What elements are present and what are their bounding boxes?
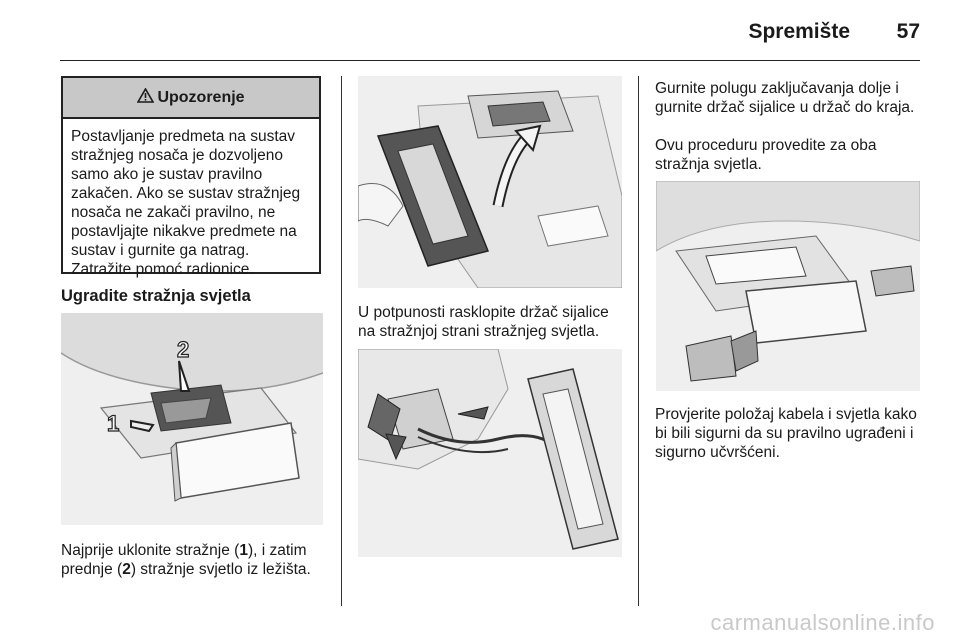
caption-text: ) stražnje svjetlo iz ležišta. xyxy=(130,561,311,578)
caption-ref-1: 1 xyxy=(239,542,248,559)
repeat-instruction: Ovu proceduru provedite za oba stražnja svjetla. xyxy=(655,137,877,173)
callout-1: 1 xyxy=(107,411,120,436)
warning-title: Upozorenje xyxy=(157,88,245,106)
page-number: 57 xyxy=(896,20,920,43)
warning-header xyxy=(63,78,319,119)
caption-text: Najprije uklonite stražnje ( xyxy=(61,542,240,559)
watermark: carmanualsonline.info xyxy=(710,610,935,635)
installed-lights-illustration xyxy=(656,181,920,391)
header-divider xyxy=(60,60,920,61)
warning-triangle-icon xyxy=(137,88,154,108)
column-divider-left xyxy=(341,76,342,606)
warning-box xyxy=(61,76,321,278)
page-title: Spremište xyxy=(748,20,850,43)
removal-caption xyxy=(61,541,329,579)
caption-ref-2: 2 xyxy=(122,561,131,578)
callout-2: 2 xyxy=(177,337,190,362)
bulb-holder-unfold-illustration xyxy=(358,76,622,288)
unfold-caption: U potpunosti rasklopite držač sijalice na stražnjoj strani stražnjeg svjetla. xyxy=(358,304,609,340)
warning-text: Postavljanje predmeta na sustav stražnjeg nosača je dozvoljeno samo ako je sustav pravilno zakačen. Ako se sustav stražnjeg nosača ne zakači pravilno, ne postavljajte nikakve predmete na sustav i gurnite ga natrag. Zatražite pomoć radionice. xyxy=(71,128,301,278)
column-divider-right xyxy=(638,76,639,606)
check-instruction: Provjerite položaj kabela i svjetla kako bi bili sigurni da su pravilno ugrađeni i sigurno učvršćeni. xyxy=(655,406,917,461)
locking-lever-illustration xyxy=(358,349,622,557)
section-heading: Ugradite stražnja svjetla xyxy=(61,287,251,305)
taillight-removal-illustration xyxy=(61,313,323,525)
caption-text: ), i zatim prednje ( xyxy=(61,542,307,578)
lock-lever-instruction: Gurnite polugu zaključavanja dolje i gurnite držač sijalice u držač do kraja. xyxy=(655,80,915,116)
